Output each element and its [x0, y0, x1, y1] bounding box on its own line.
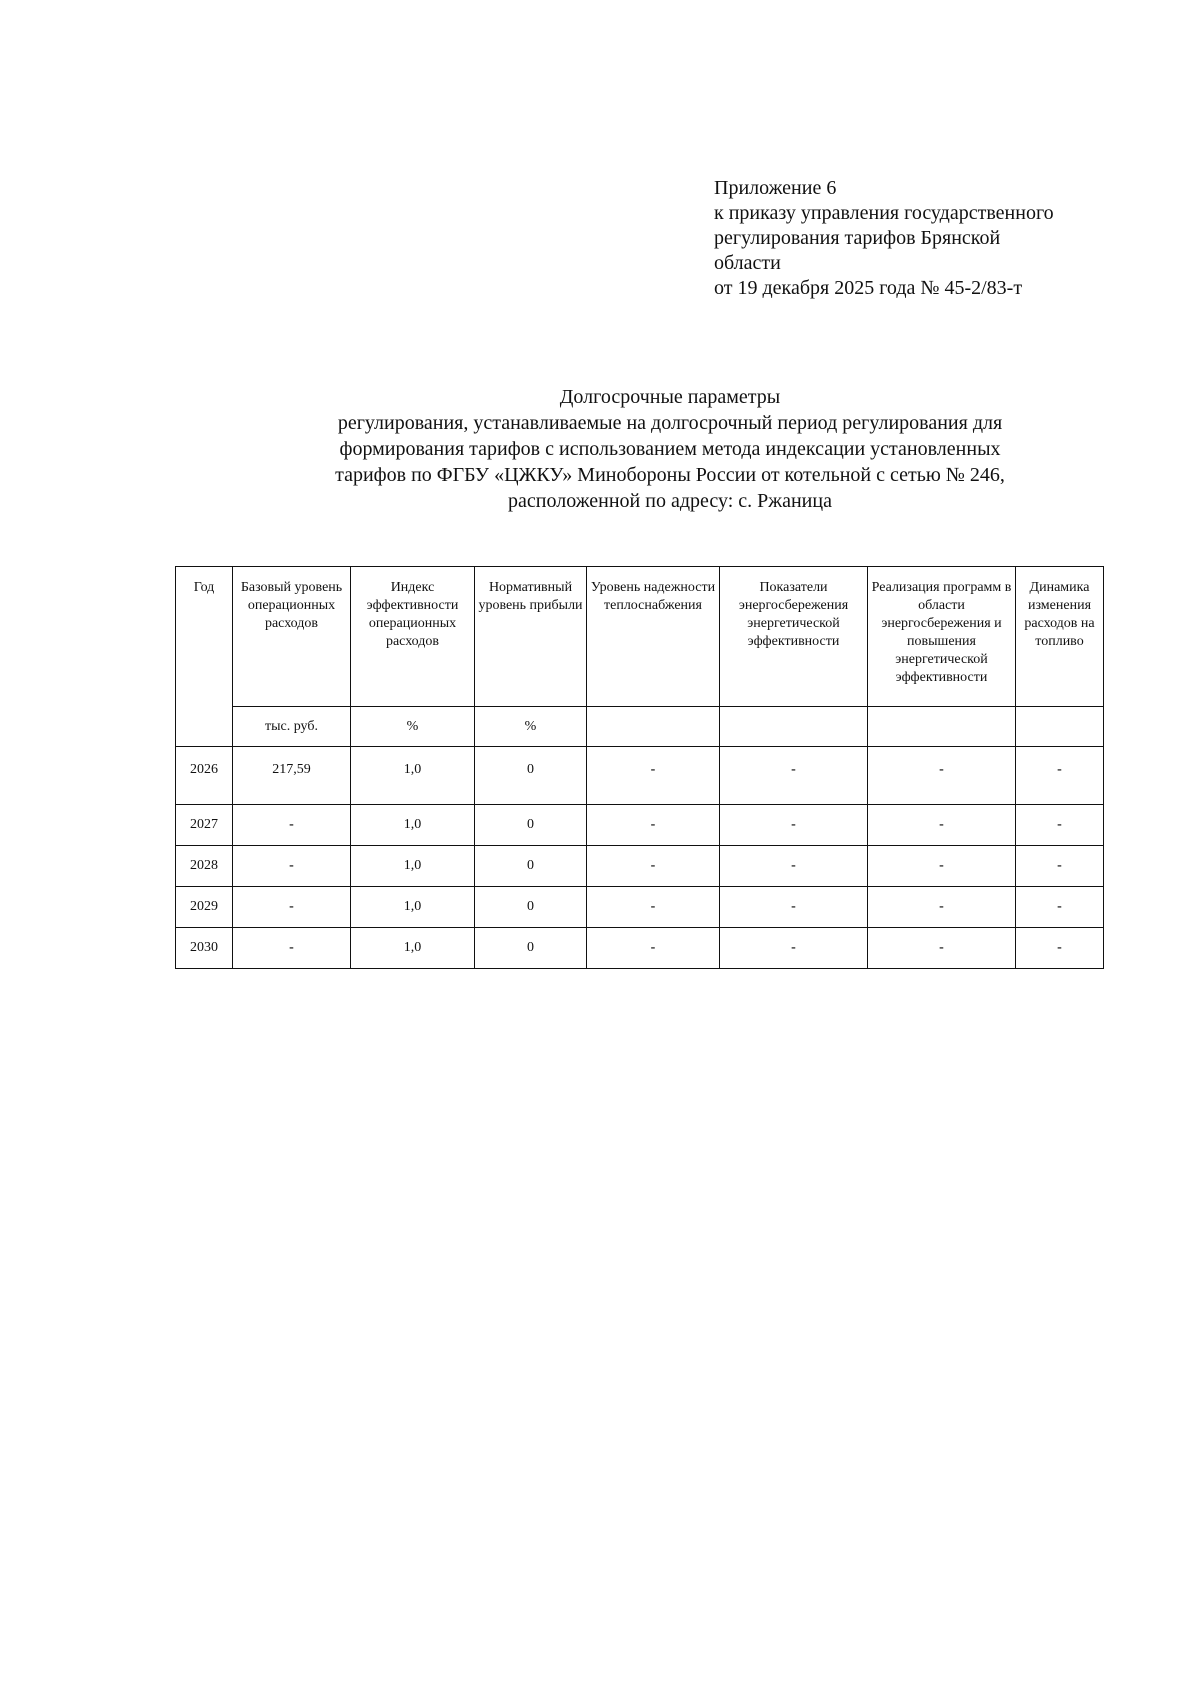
table-row [176, 887, 1104, 928]
cell-value: - [720, 887, 868, 928]
unit-cell [587, 707, 720, 747]
header-fuel-dynamics: Динамика изменения расходов на топливо [1016, 567, 1104, 707]
cell-value: 1,0 [351, 805, 475, 846]
appendix-line: области [714, 252, 781, 274]
unit-cell [868, 707, 1016, 747]
header-row [176, 567, 1104, 707]
cell-value: - [587, 805, 720, 846]
title-line: расположенной по адресу: с. Ржаница [508, 490, 832, 512]
cell-value: 1,0 [351, 747, 475, 805]
title-line: Долгосрочные параметры [559, 386, 781, 408]
cell-value: 0 [475, 846, 587, 887]
cell-value: - [233, 846, 351, 887]
header-reliability: Уровень надежности теплоснабжения [587, 567, 720, 707]
cell-year: 2030 [176, 928, 233, 969]
unit-cell: % [351, 707, 475, 747]
cell-value: - [720, 747, 868, 805]
header-energy-saving: Показатели энергосбережения энергетической эффективности [720, 567, 868, 707]
cell-year: 2027 [176, 805, 233, 846]
appendix-block [714, 176, 1134, 301]
header-programs: Реализация программ в области энергосбережения и повышения энергетической эффективности [868, 567, 1016, 707]
appendix-line: к приказу управления государственного [714, 202, 1054, 224]
cell-value: - [233, 887, 351, 928]
title-line: регулирования, устанавливаемые на долгосрочный период регулирования для [337, 412, 1003, 434]
cell-value: - [1016, 805, 1104, 846]
cell-value: - [587, 747, 720, 805]
cell-value: - [868, 805, 1016, 846]
document-title [240, 384, 1100, 514]
cell-value: 1,0 [351, 887, 475, 928]
cell-value: 1,0 [351, 846, 475, 887]
cell-value: - [868, 887, 1016, 928]
cell-value: - [868, 928, 1016, 969]
header-base-opex: Базовый уровень операционных расходов [233, 567, 351, 707]
cell-value: - [233, 805, 351, 846]
cell-year: 2026 [176, 747, 233, 805]
cell-value: - [720, 928, 868, 969]
header-profit-level: Нормативный уровень прибыли [475, 567, 587, 707]
table-row [176, 747, 1104, 805]
table-row [176, 846, 1104, 887]
cell-value: 0 [475, 887, 587, 928]
cell-value: - [587, 928, 720, 969]
cell-value: - [1016, 747, 1104, 805]
units-row [176, 707, 1104, 747]
cell-value: - [1016, 846, 1104, 887]
title-line: тарифов по ФГБУ «ЦЖКУ» Минобороны России от котельной с сетью № 246, [335, 464, 1005, 486]
cell-year: 2029 [176, 887, 233, 928]
cell-value: - [720, 805, 868, 846]
cell-value: - [1016, 887, 1104, 928]
unit-cell: % [475, 707, 587, 747]
title-line: формирования тарифов с использованием метода индексации установленных [339, 438, 1001, 460]
cell-value: - [868, 747, 1016, 805]
parameters-table [175, 566, 1104, 969]
table-row [176, 928, 1104, 969]
cell-value: - [868, 846, 1016, 887]
header-year: Год [176, 567, 233, 747]
cell-value: 1,0 [351, 928, 475, 969]
unit-cell [720, 707, 868, 747]
appendix-line: регулирования тарифов Брянской [714, 227, 1001, 249]
cell-year: 2028 [176, 846, 233, 887]
cell-value: - [587, 846, 720, 887]
cell-value: 217,59 [233, 747, 351, 805]
cell-value: 0 [475, 928, 587, 969]
header-efficiency-index: Индекс эффективности операционных расходов [351, 567, 475, 707]
cell-value: - [1016, 928, 1104, 969]
appendix-line: от 19 декабря 2025 года № 45-2/83-т [714, 277, 1023, 299]
unit-cell [1016, 707, 1104, 747]
cell-value: 0 [475, 747, 587, 805]
cell-value: - [587, 887, 720, 928]
cell-value: - [233, 928, 351, 969]
appendix-line: Приложение 6 [714, 177, 837, 199]
unit-cell: тыс. руб. [233, 707, 351, 747]
table-row [176, 805, 1104, 846]
cell-value: 0 [475, 805, 587, 846]
cell-value: - [720, 846, 868, 887]
